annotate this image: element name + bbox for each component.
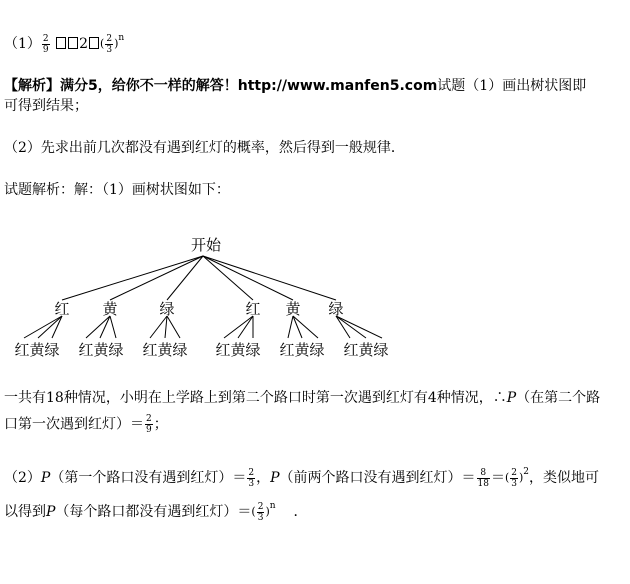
tree-leaf: 红黄绿 <box>78 341 124 359</box>
tree-edges <box>24 256 382 338</box>
answer-mid: 2 <box>79 36 89 52</box>
tree-node: 绿 <box>328 300 344 318</box>
tree-node: 绿 <box>159 300 175 318</box>
exponent: n <box>269 501 276 511</box>
step-2-hint <box>4 138 405 158</box>
para2-prefix: （2） <box>4 470 41 486</box>
para1-line2 <box>4 414 168 435</box>
para2-comma: ， <box>256 470 271 486</box>
step-2-text: （2）先求出前几次都没有遇到红灯的概率，然后得到一般规律． <box>4 140 405 156</box>
fraction-2-9: $\frac{2}{9}$ <box>42 33 49 55</box>
prob-symbol: P <box>40 470 51 486</box>
missing-glyph-box <box>68 37 78 49</box>
fraction-2-3: $\frac{2}{3}$ <box>106 33 113 55</box>
para1-line1 <box>4 388 600 408</box>
para2-line2: 以得到P（每个路口都没有遇到红灯）＝( $\frac{2}{3}$ )$^n$ ． <box>4 501 308 523</box>
tree-leaf: 红黄绿 <box>215 341 261 359</box>
para2-text-e: ，类似地可 <box>529 470 600 486</box>
para1-text-a: 一共有18种情况，小明在上学路上到第二个路口时第一次遇到红灯有4种情况，∴ <box>4 390 507 406</box>
tree-node: 红 <box>245 300 261 318</box>
analysis-text: 试题（1）画出树状图即 <box>437 78 587 94</box>
tree-leaf: 红黄绿 <box>14 341 60 359</box>
para2-text-d: （前两个路口没有遇到红灯）＝ <box>279 470 476 486</box>
fraction-2-9: $\frac{2}{9}$ <box>146 414 152 435</box>
exponent: 2 <box>523 467 530 477</box>
fraction-2-3: $\frac{2}{3}$ <box>257 501 264 523</box>
tree-root: 开始 <box>190 236 222 254</box>
para1-text-b: （在第二个路 <box>516 390 601 406</box>
equals: ＝ <box>490 470 505 486</box>
fraction-2-3: $\frac{2}{3}$ <box>511 467 517 489</box>
para2-text-f: 以得到 <box>4 504 46 520</box>
tree-leaf: 红黄绿 <box>279 341 325 359</box>
fraction-8-18: $\frac{8}{18}$ <box>477 467 489 489</box>
missing-glyph-box <box>56 37 66 49</box>
exponent: n <box>118 33 125 43</box>
prob-symbol: P <box>270 470 280 486</box>
para1-text-d: ； <box>153 416 168 433</box>
solution-intro-text: 试题解析：解：（1）画树状图如下： <box>4 182 230 198</box>
analysis-label: 【解析】满分5，给你不一样的解答！http://www.manfen5.com <box>4 78 438 94</box>
tree-node: 黄 <box>285 300 301 318</box>
analysis-line-2 <box>4 96 88 116</box>
prob-symbol: P <box>506 390 517 406</box>
analysis-header <box>4 76 586 96</box>
prob-symbol: P <box>46 504 56 520</box>
para1-text-c: 口第一次遇到红灯）＝ <box>4 416 144 433</box>
missing-glyph-box <box>89 37 99 49</box>
tree-leaf: 红黄绿 <box>343 341 389 359</box>
para2-text-g: （每个路口都没有遇到红灯）＝ <box>55 504 252 520</box>
answer-prefix: （1） <box>4 36 41 52</box>
para2-text-b: （第一个路口没有遇到红灯）＝ <box>50 470 247 486</box>
tree-node: 红 <box>54 300 70 318</box>
answer-line: （1） $\frac{2}{9}$ 2 ( $\frac{2}{3}$ )$^n$ <box>4 33 125 55</box>
fraction-2-3: $\frac{2}{3}$ <box>248 467 255 489</box>
solution-intro <box>4 180 230 200</box>
analysis-text-2: 可得到结果； <box>4 98 88 114</box>
tree-leaf: 红黄绿 <box>142 341 188 359</box>
tree-diagram <box>0 228 630 368</box>
tree-node: 黄 <box>102 300 118 318</box>
period: ． <box>293 504 308 520</box>
para2-line1: （2）P（第一个路口没有遇到红灯）＝ $\frac{2}{3}$ ，P（前两个路口没有遇到红灯）＝ $\frac{8}{18}$ ＝( $\frac{2}{3}$ )$^2$，类似地可 <box>4 467 600 489</box>
